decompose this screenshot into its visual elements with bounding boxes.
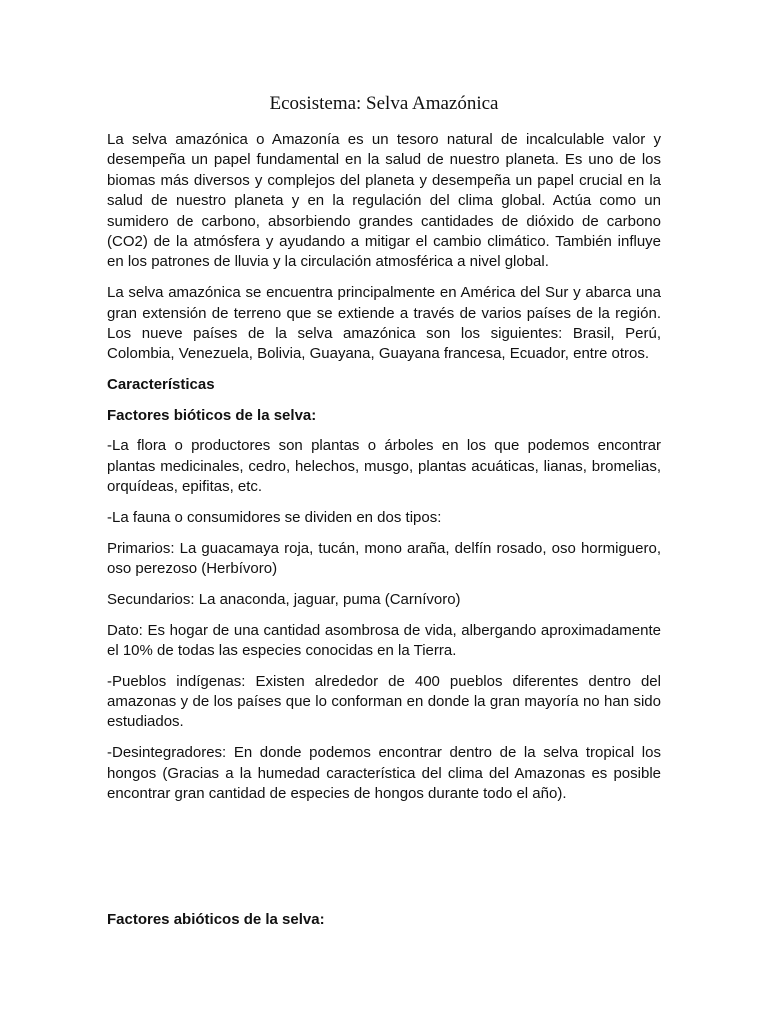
location-paragraph: La selva amazónica se encuentra principalmente en América del Sur y abarca una gran extensión de terreno que se extiende a través de varios países de la región. Los nueve países de la selva amazónica son los siguientes: Brasil, Perú, Colombia, Venezuela, Bolivia, Guayana, Guayana francesa, Ecuador, entre otros. <box>107 284 661 363</box>
document-title: Ecosistema: Selva Amazónica <box>269 93 499 114</box>
abiotic-factors-heading: Factores abióticos de la selva: <box>107 911 325 928</box>
secondary-consumers-paragraph: Secundarios: La anaconda, jaguar, puma (Carnívoro) <box>107 590 461 608</box>
document-body <box>107 130 661 815</box>
biotic-factors-heading: Factores bióticos de la selva: <box>107 406 317 424</box>
fauna-paragraph: -La fauna o consumidores se dividen en dos tipos: <box>107 508 442 526</box>
characteristics-heading: Características <box>107 376 215 394</box>
indigenous-peoples-paragraph: -Pueblos indígenas: Existen alrededor de 400 pueblos diferentes dentro del amazonas y de los países que lo conforman en donde la gran mayoría no han sido estudiados. <box>107 672 661 731</box>
primary-consumers-paragraph: Primarios: La guacamaya roja, tucán, mono araña, delfín rosado, oso hormiguero, oso perezoso (Herbívoro) <box>107 539 661 578</box>
decomposers-paragraph: -Desintegradores: En donde podemos encontrar dentro de la selva tropical los hongos (Gracias a la humedad característica del clima del Amazonas es posible encontrar gran cantidad de especies de hongos durante todo el año). <box>107 744 661 802</box>
fact-paragraph: Dato: Es hogar de una cantidad asombrosa de vida, albergando aproximadamente el 10% de todas las especies conocidas en la Tierra. <box>107 621 661 659</box>
flora-paragraph: -La flora o productores son plantas o árboles en los que podemos encontrar plantas medicinales, cedro, helechos, musgo, plantas acuáticas, lianas, bromelias, orquídeas, epifitas, etc. <box>107 437 661 496</box>
intro-paragraph: La selva amazónica o Amazonía es un tesoro natural de incalculable valor y desempeña un papel fundamental en la salud de nuestro planeta. Es uno de los biomas más diversos y complejos del planeta y desempeña un papel crucial en la salud de nuestro planeta y en la regulación del clima global. Actúa como un sumidero de carbono, absorbiendo grandes cantidades de dióxido de carbono (CO2) de la atmósfera y ayudando a mitigar el cambio climático. También influye en los patrones de lluvia y la circulación atmosférica a nivel global. <box>107 131 661 271</box>
